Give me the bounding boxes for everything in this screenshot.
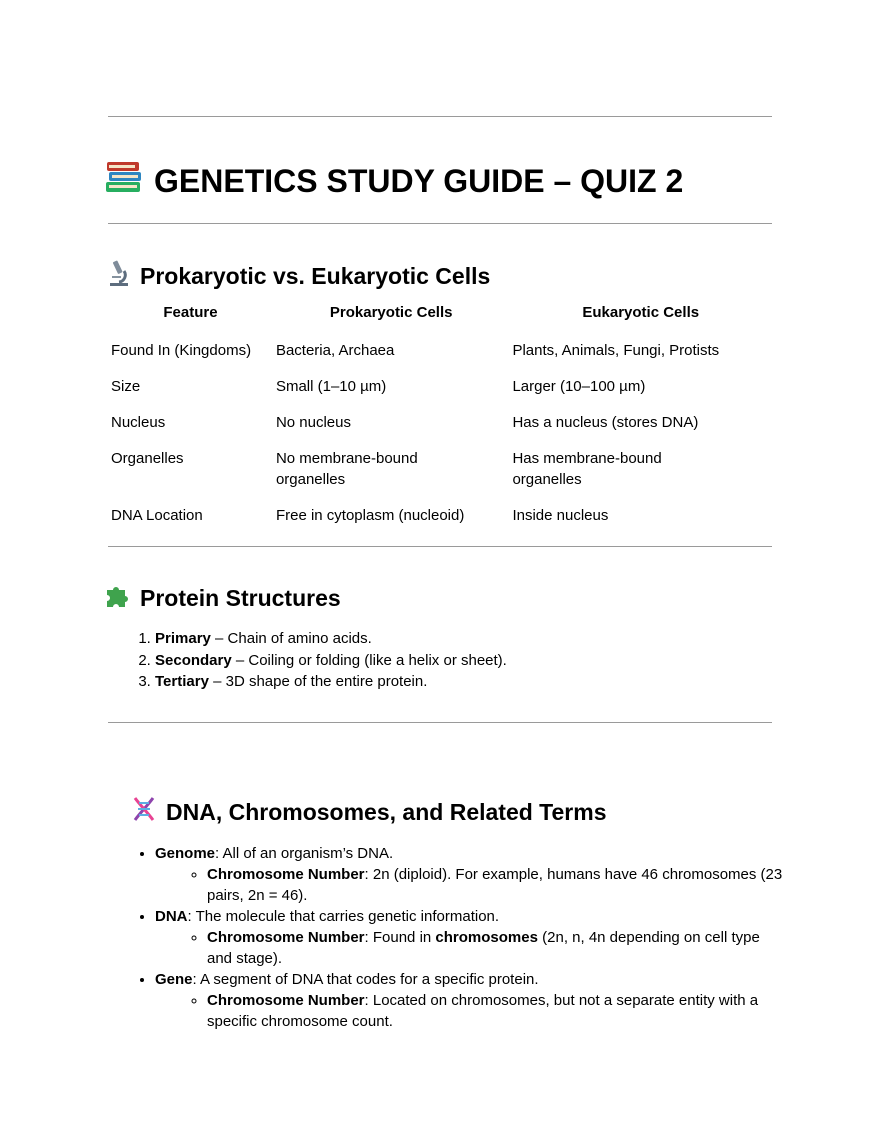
table-cell: Inside nucleus: [512, 507, 609, 524]
definition: – Chain of amino acids.: [210, 630, 372, 647]
microscope-icon: [104, 259, 132, 293]
definition: : Found in: [364, 929, 436, 946]
definition: (2n, n, 4n depending on cell type and stage).: [207, 929, 760, 967]
divider: [108, 546, 772, 547]
term: DNA: [155, 908, 188, 925]
column-header: Eukaryotic Cells: [582, 304, 700, 321]
sub-list-item: [207, 990, 785, 1032]
table-cell: Nucleus: [111, 414, 166, 431]
section-heading-cells: [104, 259, 490, 293]
page-title: [104, 158, 683, 204]
puzzle-piece-icon: [104, 581, 132, 615]
cell-comparison-table: [108, 300, 772, 536]
table-cell: Found In (Kingdoms): [111, 342, 252, 359]
term: Primary: [155, 630, 211, 647]
definition: : Located on chromosomes, but not a separate entity with a specific chromosome count.: [207, 992, 759, 1030]
term: Secondary: [155, 651, 232, 669]
table-cell: No nucleus: [275, 414, 351, 431]
emphasis: chromosomes: [435, 929, 538, 946]
term: Chromosome Number: [207, 992, 365, 1009]
list-item: [155, 969, 785, 1032]
term: Tertiary: [155, 673, 209, 690]
table-cell: Plants, Animals, Fungi, Protists: [512, 342, 720, 359]
definition: – 3D shape of the entire protein.: [208, 673, 428, 690]
table-cell: Size: [111, 378, 141, 395]
divider: [108, 223, 772, 224]
sub-list-item: [207, 864, 785, 906]
books-icon: [104, 158, 144, 204]
term: Chromosome Number: [207, 866, 365, 883]
term: Gene: [155, 971, 193, 988]
table-cell: Organelles: [111, 450, 184, 467]
heading-text: Protein Structures: [140, 584, 341, 611]
table-cell: No membrane-bound organelles: [275, 450, 418, 488]
section-heading-dna: [130, 795, 607, 829]
table-row: [108, 407, 772, 443]
term: Chromosome Number: [207, 929, 365, 946]
table-cell: Has a nucleus (stores DNA): [512, 414, 699, 431]
dna-terms-list: [108, 843, 785, 1032]
table-cell: Has membrane-bound organelles: [512, 450, 662, 488]
definition: : A segment of DNA that codes for a specific protein.: [192, 971, 539, 988]
list-item: [155, 843, 785, 906]
list-item: [155, 628, 507, 650]
section-heading-protein: [104, 581, 341, 615]
dna-icon: [130, 795, 158, 829]
table-cell: Small (1–10 µm): [275, 378, 387, 395]
divider: [108, 116, 772, 117]
divider: [108, 722, 772, 723]
list-item: [155, 650, 507, 672]
definition: : 2n (diploid). For example, humans have 46 chromosomes (23 pairs, 2n = 46).: [207, 866, 783, 904]
table-row: [108, 443, 772, 500]
column-header: Prokaryotic Cells: [329, 304, 453, 321]
heading-text: Prokaryotic vs. Eukaryotic Cells: [140, 262, 491, 289]
definition: : The molecule that carries genetic information.: [187, 908, 500, 925]
column-header: Feature: [163, 304, 218, 321]
table-cell: DNA Location: [111, 507, 203, 524]
definition: : All of an organism’s DNA.: [215, 845, 394, 862]
table-cell: Bacteria, Archaea: [275, 342, 395, 359]
table-header-row: [108, 300, 772, 335]
table-cell: Free in cytoplasm (nucleoid): [275, 507, 465, 524]
term: Genome: [155, 845, 216, 862]
title-text: GENETICS STUDY GUIDE – QUIZ 2: [154, 162, 684, 199]
table-row: [108, 335, 772, 371]
table-cell: Larger (10–100 µm): [512, 378, 646, 395]
list-item: [155, 906, 785, 969]
heading-text: DNA, Chromosomes, and Related Terms: [166, 798, 607, 825]
list-item: [155, 671, 507, 693]
table-row: [108, 371, 772, 407]
definition: – Coiling or folding (like a helix or sheet).: [231, 651, 507, 669]
sub-list-item: [207, 927, 785, 969]
protein-structure-list: [108, 628, 507, 693]
table-row: [108, 500, 772, 536]
